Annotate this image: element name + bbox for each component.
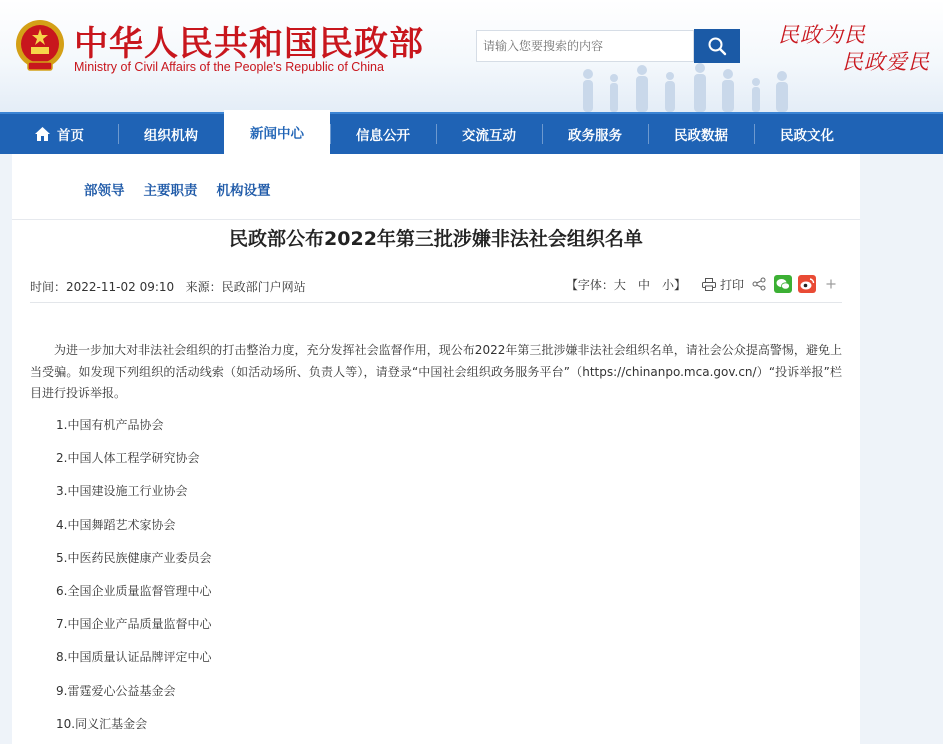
nav-item-label: 信息公开 (356, 128, 410, 144)
nav-item-label: 民政文化 (780, 128, 834, 144)
share-icon[interactable] (750, 275, 768, 293)
divider (12, 219, 860, 220)
print-label: 打印 (719, 277, 744, 292)
list-item: 9.雷霆爱心公益基金会 (56, 683, 176, 698)
search-icon (707, 36, 727, 56)
font-size-prefix: 【字体： (565, 277, 614, 292)
nav-item-news-center[interactable] (224, 110, 330, 154)
article-card (12, 154, 860, 744)
main-nav (0, 112, 943, 154)
source-label: 来源： (185, 280, 222, 294)
organization-list (56, 415, 211, 744)
font-size-suffix: 】 (673, 277, 686, 292)
article-title: 民政部公布2022年第三批涉嫌非法社会组织名单 (229, 228, 643, 250)
slogan-line-2: 民政爱民 (842, 50, 930, 74)
nav-item-organization[interactable] (118, 114, 224, 154)
national-emblem-logo[interactable] (14, 18, 66, 74)
nav-item-label: 交流互动 (462, 128, 516, 144)
nav-item-home[interactable] (0, 114, 118, 154)
nav-item-interaction[interactable] (436, 114, 542, 154)
article-meta (30, 278, 306, 295)
font-size-large[interactable]: 大 (613, 277, 626, 292)
nav-item-culture[interactable] (754, 114, 860, 154)
font-size-small[interactable]: 小 (661, 277, 674, 292)
site-title-cn[interactable]: 中华人民共和国民政部 (74, 24, 424, 64)
slogan-line-1: 民政为民 (778, 23, 866, 47)
list-item: 8.中国质量认证品牌评定中心 (56, 650, 212, 665)
printer-icon (702, 278, 716, 291)
subnav-leaders[interactable]: 部领导 (84, 183, 125, 199)
site-title-en: Ministry of Civil Affairs of the People's Republic of China (74, 60, 384, 74)
font-size-control (566, 276, 686, 293)
time-label: 时间： (30, 280, 67, 294)
list-item: 7.中国企业产品质量监督中心 (56, 617, 212, 632)
list-item: 5.中医药民族健康产业委员会 (56, 550, 212, 565)
more-share-button[interactable] (822, 275, 840, 293)
article-source: 民政部门户网站 (221, 280, 306, 294)
list-item: 10.同义汇基金会 (56, 716, 148, 731)
people-silhouette-decoration (570, 60, 810, 112)
search-button[interactable] (694, 29, 740, 63)
site-header (0, 0, 943, 112)
article-intro: 为进一步加大对非法社会组织的打击整治力度，充分发挥社会监督作用，现公布2022年第三批涉嫌非法社会组织名单，请社会公众提高警惕，避免上当受骗。如发现下列组织的活动线索（如活动场所、负责人等），请登录“中国社会组织政务服务平台”（https://chinanpo.mca.gov.cn/）“投诉举报”栏目进行投诉举报。 (30, 343, 842, 400)
weibo-share-button[interactable] (798, 275, 816, 293)
nav-item-label: 政务服务 (568, 128, 622, 144)
subnav-responsibilities[interactable]: 主要职责 (143, 183, 198, 199)
nav-item-label: 新闻中心 (250, 126, 304, 142)
list-item: 2.中国人体工程学研究协会 (56, 451, 200, 466)
weibo-icon (798, 275, 816, 293)
list-item: 1.中国有机产品协会 (56, 418, 164, 432)
nav-item-info-disclosure[interactable] (330, 114, 436, 154)
font-size-medium[interactable]: 中 (637, 277, 650, 292)
print-button[interactable] (702, 276, 744, 293)
list-item: 6.全国企业质量监督管理中心 (56, 583, 212, 598)
nav-item-gov-services[interactable] (542, 114, 648, 154)
search-input[interactable] (476, 30, 694, 62)
publish-time: 2022-11-02 09:10 (66, 280, 175, 294)
wechat-icon (774, 275, 792, 293)
plus-icon (825, 278, 837, 290)
nav-item-label: 组织机构 (144, 128, 198, 144)
share-nodes-icon (752, 277, 766, 291)
nav-item-data[interactable] (648, 114, 754, 154)
divider (30, 302, 842, 303)
list-item: 3.中国建设施工行业协会 (56, 484, 188, 499)
home-icon (34, 126, 51, 142)
nav-item-label: 民政数据 (674, 128, 728, 144)
nav-item-label: 首页 (57, 128, 84, 144)
subnav-structure[interactable]: 机构设置 (216, 183, 271, 199)
article-tools (566, 275, 840, 293)
wechat-share-button[interactable] (774, 275, 792, 293)
sub-nav (84, 179, 271, 199)
list-item: 4.中国舞蹈艺术家协会 (56, 517, 176, 532)
